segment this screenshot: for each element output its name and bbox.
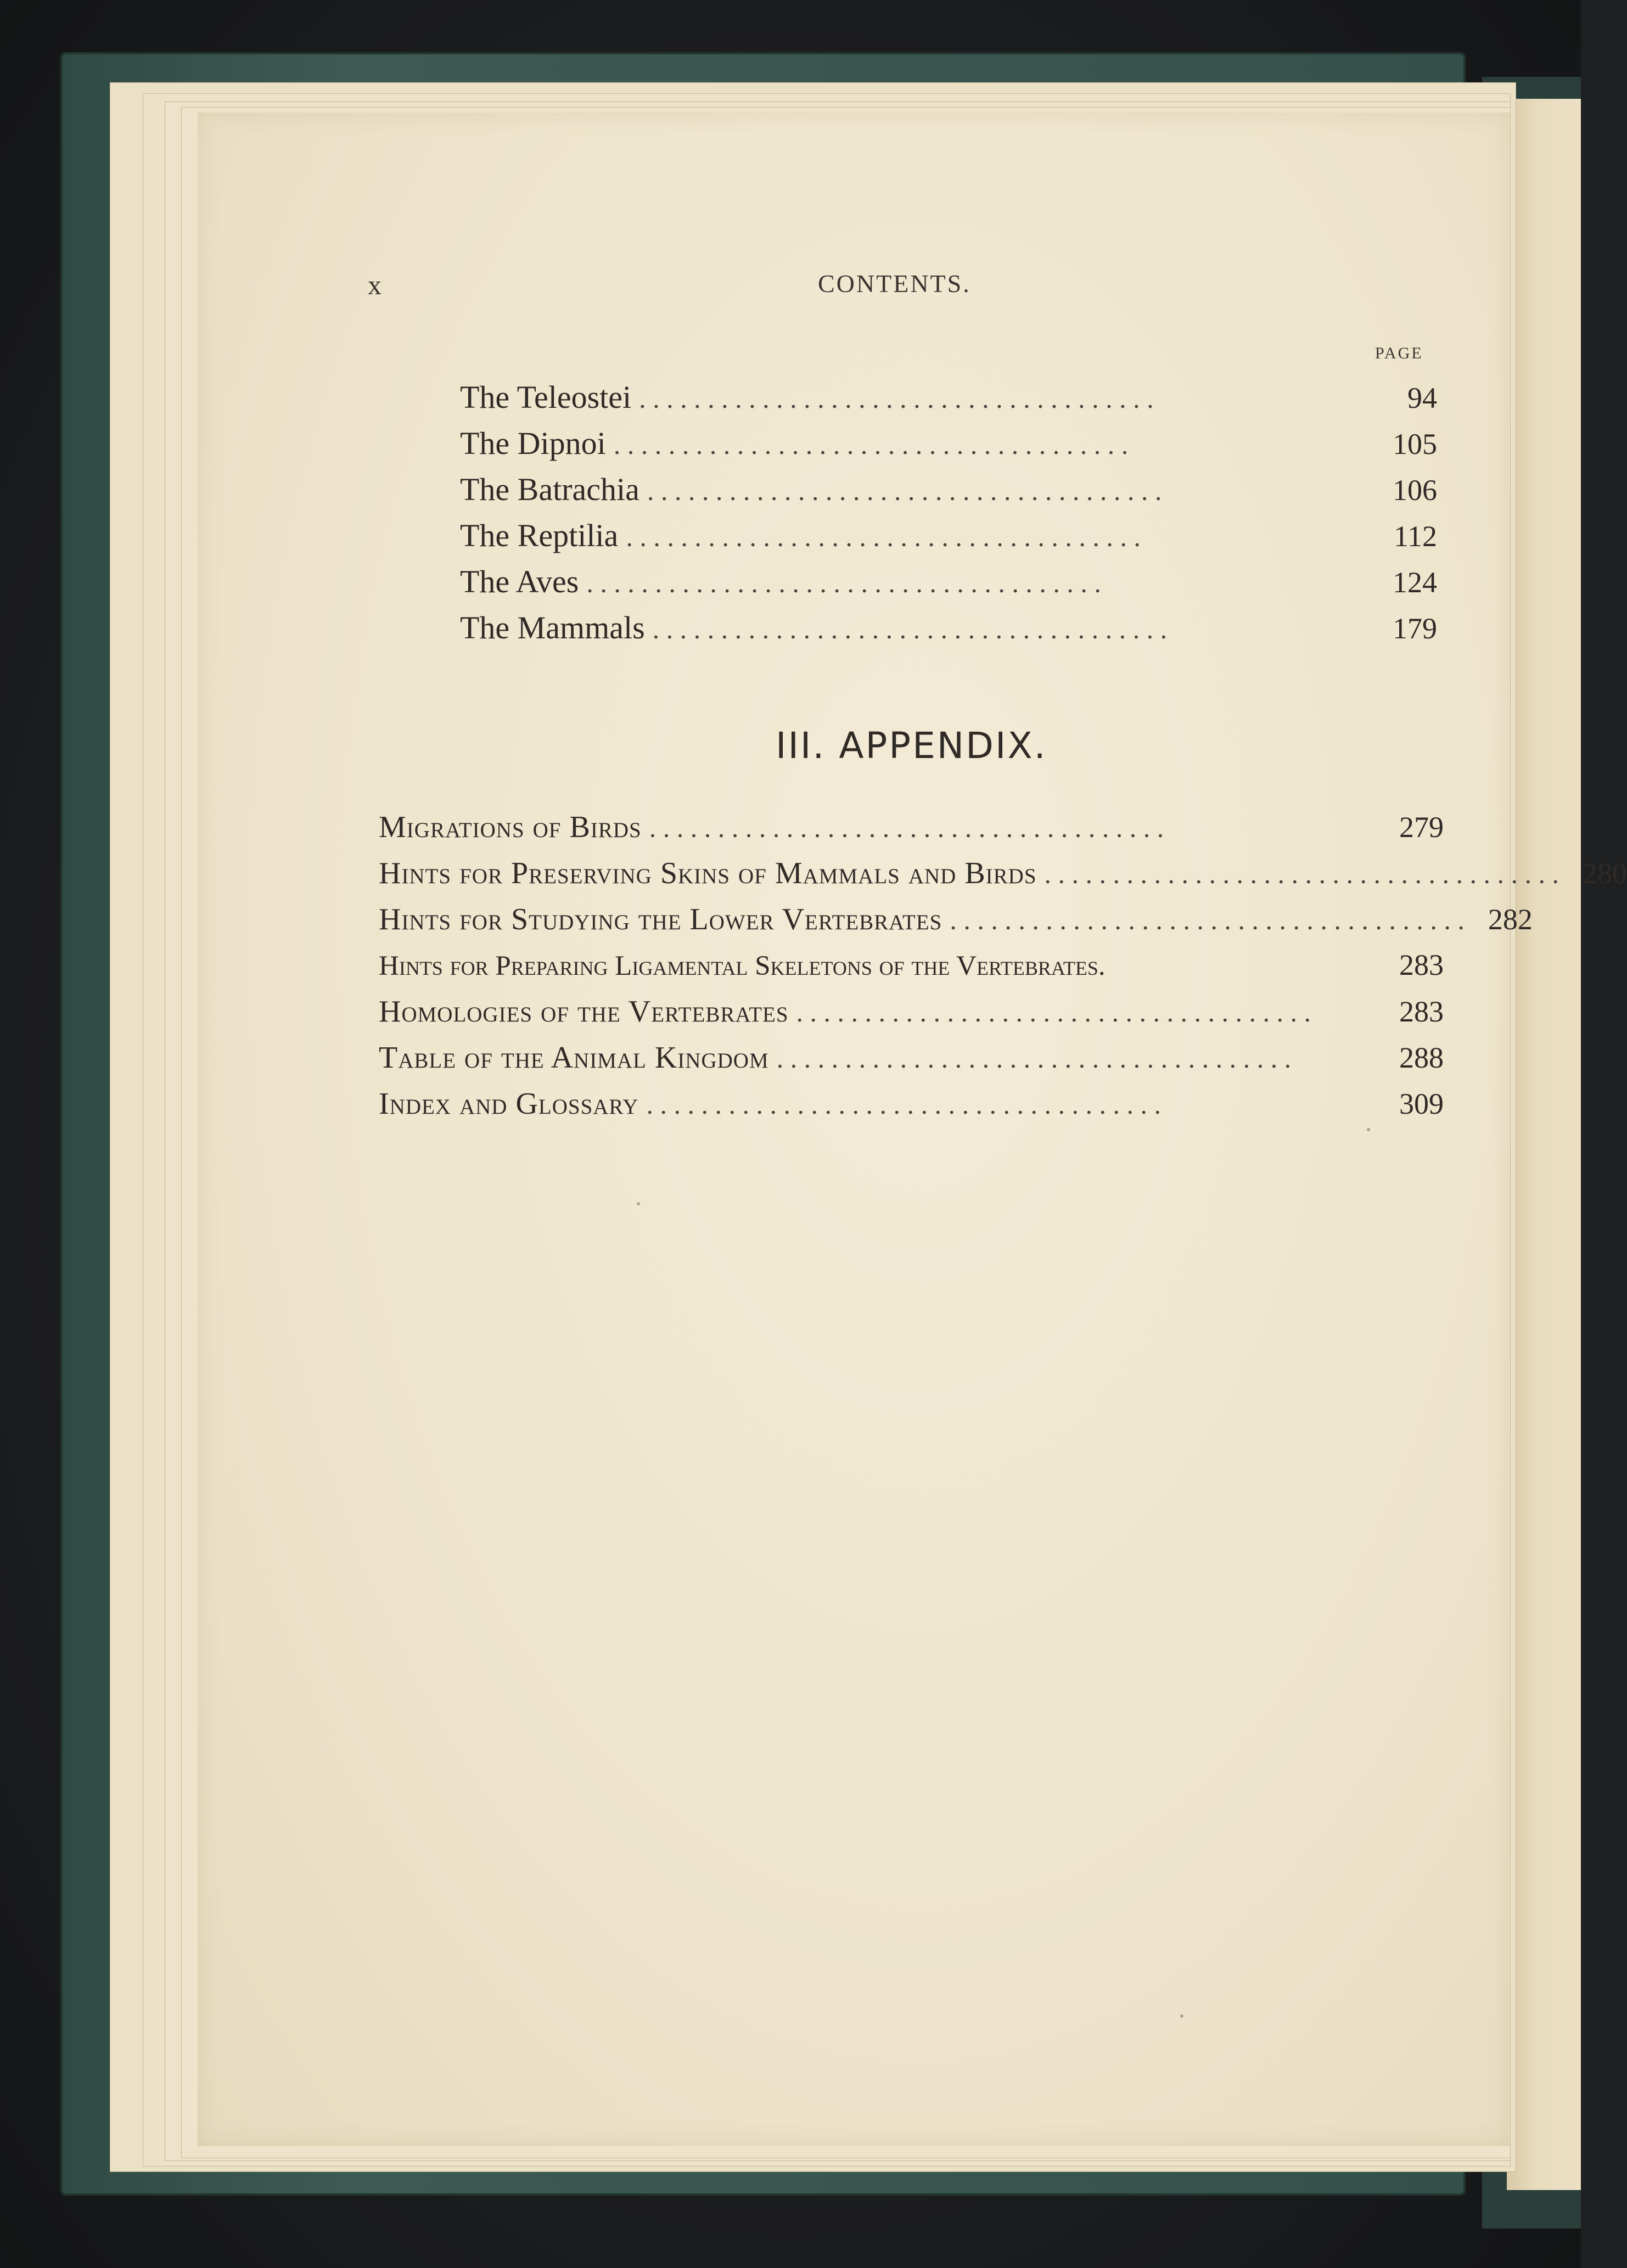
toc-entry-page: 179	[1393, 612, 1437, 645]
toc-entry-label: The Aves	[460, 564, 579, 599]
toc-entry[interactable]	[379, 1086, 1444, 1121]
toc-entry[interactable]	[379, 994, 1444, 1029]
leader-dots: . . . . . . . . . . . . . . . . . . . . . . . . . . . . . . . . . . . . . .	[647, 475, 1162, 506]
toc-entry[interactable]	[379, 948, 1444, 982]
leader-dots: . . . . . . . . . . . . . . . . . . . . . . . . . . . . . . . . . . . . . .	[649, 812, 1164, 843]
toc-entry-label: The Mammals	[460, 610, 645, 645]
leader-dots: . . . . . . . . . . . . . . . . . . . . . . . . . . . . . . . . . . . . . .	[646, 1089, 1161, 1120]
toc-entry-page: 288	[1399, 1041, 1444, 1074]
toc-entry-label: The Reptilia	[460, 518, 619, 553]
leader-dots: . . . . . . . . . . . . . . . . . . . . . . . . . . . . . . . . . . . . . .	[613, 429, 1129, 460]
page-number: x	[368, 270, 383, 300]
leader-dots: . . . . . . . . . . . . . . . . . . . . . . . . . . . . . . . . . . . . . .	[639, 383, 1154, 414]
leader-dots: . . . . . . . . . . . . . . . . . . . . . . . . . . . . . . . . . . . . . .	[586, 568, 1101, 598]
toc-entry-label: Migrations of Birds	[379, 810, 642, 844]
toc-entry-page: 282	[1488, 903, 1533, 936]
toc-entry[interactable]	[460, 563, 1437, 600]
toc-entry-label: Hints for Studying the Lower Vertebrates	[379, 902, 942, 936]
appendix-heading: III. APPENDIX.	[776, 725, 1047, 767]
toc-entry-page: 112	[1394, 520, 1437, 553]
toc-entry-page: 105	[1393, 428, 1437, 461]
leader-dots: . . . . . . . . . . . . . . . . . . . . . . . . . . . . . . . . . . . . . .	[1044, 858, 1559, 889]
page-column-label: PAGE	[1375, 344, 1423, 362]
toc-entry-label: Hints for Preserving Skins of Mammals and Birds	[379, 856, 1037, 890]
toc-entry[interactable]	[460, 379, 1437, 416]
toc-entry-page: 106	[1393, 474, 1437, 507]
toc-entry-page: 283	[1399, 948, 1444, 981]
toc-entry[interactable]	[379, 810, 1444, 845]
toc-entry-label: The Batrachia	[460, 471, 639, 507]
leader-dots: . . . . . . . . . . . . . . . . . . . . . . . . . . . . . . . . . . . . . .	[652, 614, 1168, 644]
toc-entry[interactable]	[379, 1040, 1444, 1075]
toc-entry-label: Index and Glossary	[379, 1087, 639, 1121]
leader-dots: . . . . . . . . . . . . . . . . . . . . . . . . . . . . . . . . . . . . . .	[776, 1043, 1292, 1074]
toc-entry[interactable]	[460, 609, 1437, 646]
toc-entry-label: The Dipnoi	[460, 425, 606, 461]
toc-entry-page: 124	[1393, 566, 1437, 599]
paper-speck	[637, 1202, 640, 1205]
toc-entry-page: 283	[1399, 995, 1444, 1028]
contents-page	[198, 113, 1510, 2146]
toc-entry-label: Table of the Animal Kingdom	[379, 1041, 769, 1075]
toc-entry[interactable]	[460, 517, 1437, 554]
toc-entry-label: The Teleostei	[460, 379, 632, 415]
toc-entry[interactable]	[460, 471, 1437, 508]
toc-entry[interactable]	[379, 902, 1533, 937]
paper-speck	[1180, 2014, 1183, 2018]
toc-entry-label: Hints for Preparing Ligamental Skeletons of the Vertebrates.	[379, 951, 1106, 981]
toc-entry-page: 309	[1399, 1087, 1444, 1120]
leader-dots: . . . . . . . . . . . . . . . . . . . . . . . . . . . . . . . . . . . . . .	[950, 905, 1465, 935]
toc-entry[interactable]	[379, 856, 1627, 891]
paper-speck	[1367, 1128, 1370, 1131]
toc-entry-label: Homologies of the Vertebrates	[379, 995, 789, 1029]
toc-entry-page: 94	[1407, 381, 1437, 414]
leader-dots: . . . . . . . . . . . . . . . . . . . . . . . . . . . . . . . . . . . . . .	[796, 997, 1311, 1028]
leader-dots: . . . . . . . . . . . . . . . . . . . . . . . . . . . . . . . . . . . . . .	[626, 521, 1141, 552]
toc-entry[interactable]	[460, 425, 1437, 462]
facing-page-edge	[1507, 99, 1581, 2190]
toc-entry-page: 279	[1399, 811, 1444, 844]
toc-entry-page: 280	[1583, 857, 1627, 890]
page-title: CONTENTS.	[818, 270, 971, 297]
